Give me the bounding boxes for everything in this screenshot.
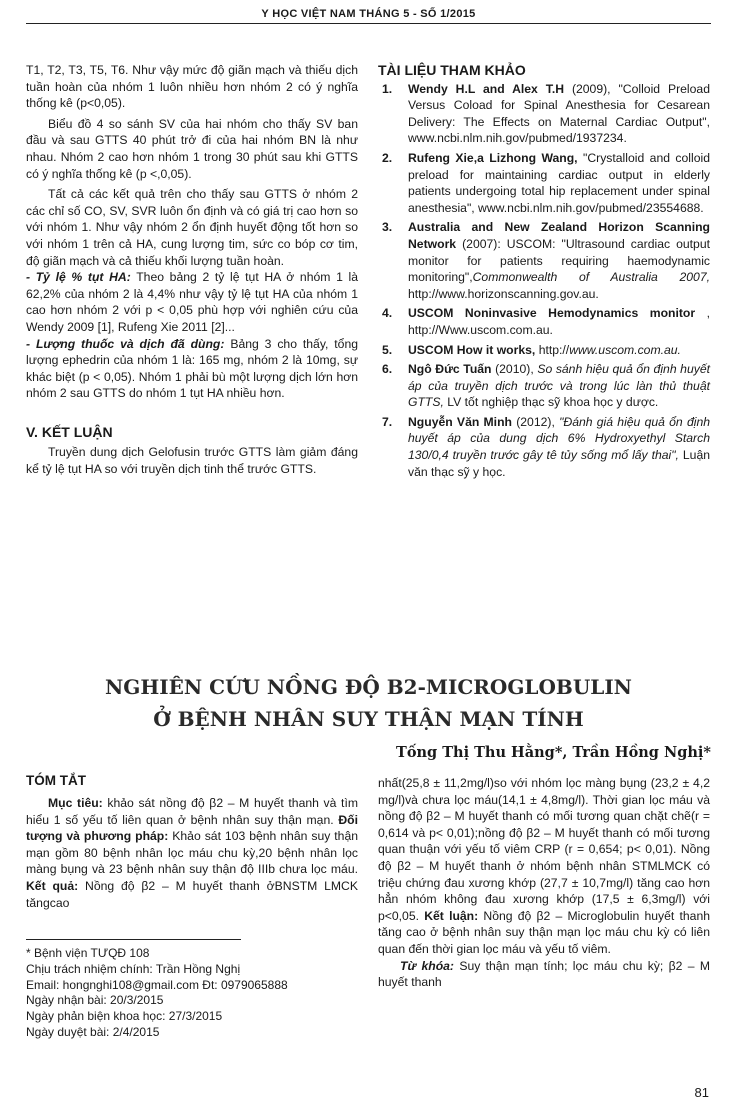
page-number: 81 (694, 1085, 709, 1100)
footnote-line: Email: hongnghi108@gmail.com Đt: 0979065888 (26, 977, 288, 992)
footnotes (26, 946, 366, 1041)
reference-tail: Luận văn thạc sỹ y học. (408, 448, 711, 479)
abstract-paragraph (26, 795, 358, 911)
article-authors: Tống Thị Thu Hằng*, Trần Hồng Nghị* (396, 744, 711, 761)
reference-text: (2009), "Colloid Preload Versus Coload for Spinal Anesthesia for Cesarean Delivery: The Effects on Maternal Cardiac Output", www.ncbi.nlm.nih.gov/pubmed/1937234. (408, 81, 710, 146)
abstract-text: nhất(25,8 ± 11,2mg/l)so với nhóm lọc màng bụng (23,2 ± 4,2 mg/l)và chưa lọc máu(14,1 ± 4,8mg/l). Thời gian lọc máu và nồng độ β2 – M huyết thanh có mối tương quan chặt chẽ(r = 0,614 và p< 0,01);nồng độ β2 – M huyết thanh có mối tương quan thuận với yếu tố viêm CRP (r = 0,654; p< 0,01). Nồng độ β2 – M huyết thanh ở nhóm bệnh nhân STMLMCK có triệu chứng đau xương khớp (27,7 ± 10,7mg/l) tăng cao hơn hẳn nhóm không đau xương khớp (17,5 ± 6,3mg/l) với p<0,05. (378, 776, 710, 923)
footnote-line: Ngày duyệt bài: 2/4/2015 (26, 1024, 160, 1039)
inline-label: Kết quả: (26, 878, 79, 893)
inline-label: - Tỷ lệ % tụt HA: (26, 270, 131, 285)
reference-item (378, 81, 710, 147)
reference-tail: LV tốt nghiệp thạc sỹ khoa học y dược. (443, 395, 659, 410)
references-list (378, 81, 710, 481)
paragraph: Biểu đồ 4 so sánh SV của hai nhóm cho thấy SV ban đầu và sau GTTS 40 phút trở đi của hai nhóm BN là như nhau. Nhóm 2 cao hơn nhóm 1 trong 30 phút sau khi GTTS có ý nghĩa thống kê (p <,0,05). (26, 116, 358, 181)
reference-tail: http://www.horizonscanning.gov.au. (408, 286, 599, 301)
reference-author: Nguyễn Văn Minh (408, 414, 512, 429)
reference-text: "Crystalloid and colloid preload for maintaining cardiac output in elderly patients undergoing total hip replacement under spinal anesthesia", www.ncbi.nlm.nih.gov/pubmed/23554688. (408, 150, 710, 215)
reference-text: (2007): USCOM: "Ultrasound cardiac output monitor for patients requiring haemodynamic monitoring", (408, 236, 710, 285)
paragraph: T1, T2, T3, T5, T6. Như vậy mức độ giãn mạch và thiếu dịch tuần hoàn của nhóm 1 luôn nhiều hơn nhóm 2 có ý nghĩa thống kê (p<0,05). (26, 63, 358, 111)
abstract-right (378, 775, 710, 991)
reference-number: 3. (382, 220, 393, 235)
footnote-line: Ngày phản biện khoa học: 27/3/2015 (26, 1009, 223, 1024)
reference-author: USCOM Noninvasive Hemodynamics monitor (408, 306, 696, 321)
abstract-paragraph (378, 775, 710, 958)
journal-header: Y HỌC VIỆT NAM THÁNG 5 - SỐ 1/2015 (26, 8, 711, 24)
reference-text: (2010), (491, 362, 538, 377)
reference-number: 6. (382, 362, 393, 377)
footnote-line: Ngày nhận bài: 20/3/2015 (26, 993, 164, 1008)
references-column (378, 62, 710, 483)
reference-italic: "Đánh giá hiệu quả ổn định huyết áp của dung dịch 6% Hydroxyethyl Starch 130/0,4 truyền trước gây tê tủy sống mổ lấy thai", (408, 414, 710, 463)
reference-item (378, 305, 710, 338)
reference-text: http:// (535, 342, 570, 357)
reference-text: (2012), (511, 414, 560, 429)
reference-text: , http://Www.uscom.com.au. (408, 306, 710, 337)
reference-item (378, 361, 710, 411)
section-title: V. KẾT LUẬN (26, 423, 113, 440)
footnote-line: * Bệnh viện TƯQĐ 108 (26, 946, 150, 960)
footnote-divider (26, 939, 241, 940)
paragraph: Truyền dung dịch Gelofusin trước GTTS làm giảm đáng kể tỷ lệ tụt HA so với truyền dịch tinh thể trước GTTS. (26, 445, 358, 477)
inline-label: Đối tượng và phương pháp: (26, 812, 358, 844)
reference-author: Rufeng Xie,a Lizhong Wang, (408, 150, 578, 165)
reference-item (378, 342, 710, 359)
reference-italic: Commonwealth of Australia 2007, (472, 270, 710, 285)
reference-item (378, 219, 710, 302)
left-column (26, 62, 358, 478)
paragraph-text: Bảng 3 cho thấy, tổng lượng ephedrin của nhóm 1 là: 165 mg, nhóm 2 là 10mg, sự khác biệt (p < 0,05). Nhóm 1 phải bù một lượng dịch lớn hơn nhóm 2 sau GTTS do nhóm 1 tụt HA nhiều hơn. (26, 336, 358, 401)
reference-number: 5. (382, 342, 393, 357)
reference-author: Australia and New Zealand Horizon Scanning Network (408, 220, 710, 251)
article-title-line2: Ở BỆNH NHÂN SUY THẬN MẠN TÍNH (153, 707, 584, 731)
reference-number: 4. (382, 306, 393, 321)
paragraph (26, 269, 358, 335)
abstract-text: khảo sát nồng độ β2 – M huyết thanh và tìm hiểu 1 số yếu tố liên quan ở bệnh nhân suy thận mạn. (26, 796, 358, 827)
footnote-line: Chịu trách nhiệm chính: Trần Hồng Nghị (26, 961, 241, 976)
abstract-text: Nồng độ β2 – M huyết thanh ởBNSTM LMCK tăngcao (26, 878, 358, 910)
reference-author: Ngô Đức Tuấn (408, 362, 492, 377)
references-title: TÀI LIỆU THAM KHẢO (378, 62, 526, 78)
reference-author: Wendy H.L and Alex T.H (408, 81, 565, 96)
abstract-text: Nồng độ β2 – Microglobulin huyết thanh tăng cao ở bệnh nhân suy thận mạn lọc máu chu kỳ có liên quan đến thời gian lọc máu và yếu tố viêm. (378, 908, 711, 956)
reference-author: USCOM How it works, (408, 342, 536, 357)
keywords-text: Suy thận mạn tính; lọc máu chu kỳ; β2 – M huyết thanh (378, 958, 710, 990)
paragraph-text: Theo bảng 2 tỷ lệ tụt HA ở nhóm 1 là 62,2% của nhóm 2 là 4,4% như vậy tỷ lệ tụt HA của nhóm 1 cao hơn nhóm 2 với p < 0,05 phù hợp với nghiên cứu của Wendy 2009 [1], Rufeng Xie 2011 [2]... (26, 270, 358, 334)
reference-item (378, 150, 710, 216)
reference-number: 2. (382, 150, 393, 165)
reference-item (378, 414, 710, 480)
reference-number: 1. (382, 81, 393, 96)
reference-number: 7. (382, 414, 393, 429)
inline-label: Kết luận: (424, 908, 479, 923)
abstract-text: Khảo sát 103 bệnh nhân suy thận mạn gồm 80 bệnh nhân lọc máu chu kỳ,20 bệnh nhân lọc màng bụng và 23 bệnh nhân suy thận độ IIIb chưa lọc máu. (26, 829, 358, 877)
reference-italic: So sánh hiệu quả ổn định huyết áp của truyền dịch trước và trong lúc làn thủ thuật GTTS, (408, 362, 710, 410)
inline-label: - Lượng thuốc và dịch đã dùng: (26, 336, 225, 351)
keywords-label: Từ khóa: (400, 958, 454, 973)
paragraph (26, 336, 358, 402)
abstract-left (26, 795, 358, 911)
keywords (378, 958, 710, 991)
reference-italic: www.uscom.com.au. (569, 342, 681, 357)
abstract-title: TÓM TẮT (26, 773, 86, 788)
article-title-line1: NGHIÊN CỨU NỒNG ĐỘ B2-MICROGLOBULIN (105, 675, 632, 699)
paragraph: Tất cả các kết quả trên cho thấy sau GTTS ở nhóm 2 các chỉ số CO, SV, SVR luôn ổn định và có giá trị cao hơn so với nhóm 1. Như vậy nhóm 2 ổn định huyết động tốt hơn so với nhóm 1 trên cả HA, cung lượng tim, sức co bóp cơ tim, độ giãn mạch và cả thiếu khối lượng tuần hoàn. (26, 187, 358, 268)
inline-label: Mục tiêu: (48, 796, 103, 810)
